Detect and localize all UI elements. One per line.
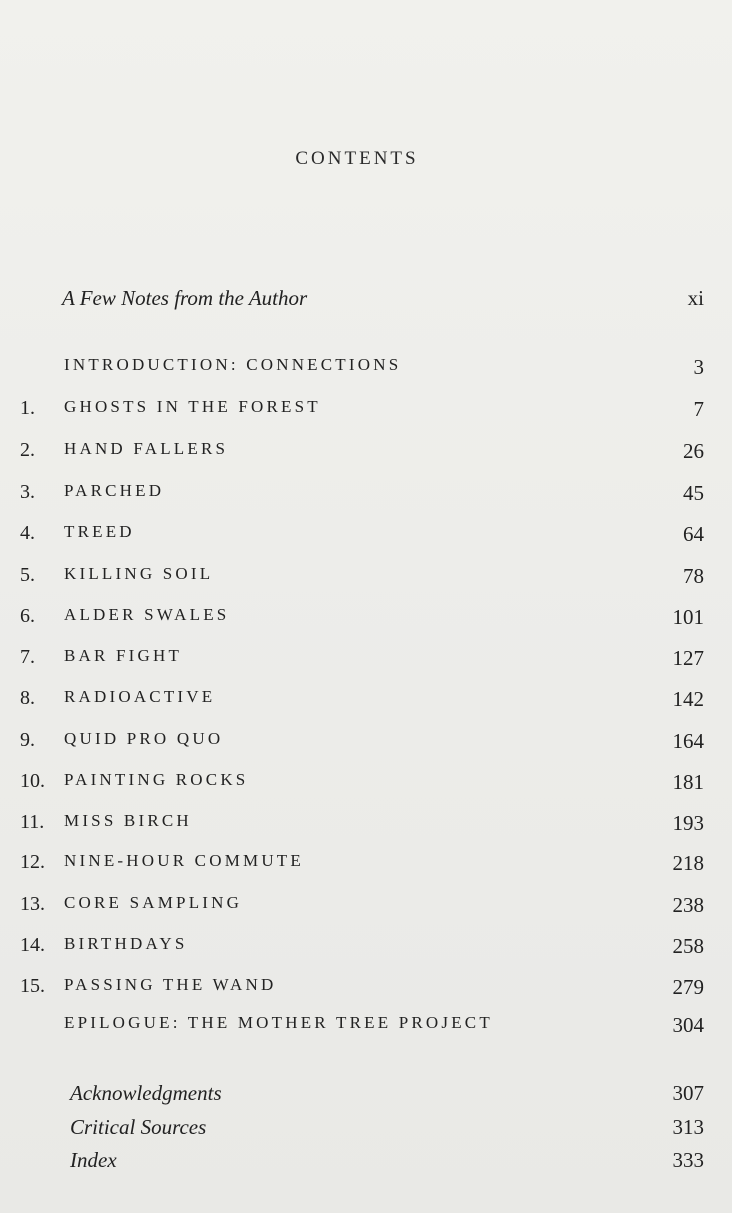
toc-entry-title: PASSING THE WAND (64, 975, 277, 994)
toc-entry-page: xi (687, 286, 704, 310)
toc-entry-introduction[interactable] (0, 355, 732, 381)
toc-entry-page: 78 (683, 564, 704, 588)
chapter-number: 14. (20, 934, 45, 956)
toc-entry-chapter[interactable] (0, 397, 732, 423)
toc-entry-page: 307 (672, 1081, 704, 1105)
chapter-number: 7. (20, 646, 35, 668)
toc-entry-chapter[interactable] (0, 729, 732, 755)
toc-entry-title: QUID PRO QUO (64, 729, 224, 748)
toc-entry-chapter[interactable] (0, 975, 732, 1001)
toc-entry-title: RADIOACTIVE (64, 687, 216, 706)
toc-entry-chapter[interactable] (0, 439, 732, 465)
chapter-number: 1. (20, 397, 35, 419)
toc-entry-page: 193 (672, 811, 704, 835)
toc-entry-title: PARCHED (64, 481, 165, 500)
toc-entry-chapter[interactable] (0, 522, 732, 548)
chapter-number: 8. (20, 687, 35, 709)
toc-entry-page: 3 (693, 355, 704, 379)
toc-entry-title: HAND FALLERS (64, 439, 229, 458)
toc-entry-title: Acknowledgments (70, 1081, 222, 1105)
toc-entry-title: CORE SAMPLING (64, 893, 243, 912)
toc-entry-chapter[interactable] (0, 481, 732, 507)
toc-entry-title: PAINTING ROCKS (64, 770, 249, 789)
toc-entry-page: 164 (672, 729, 704, 753)
toc-entry-title: NINE-HOUR COMMUTE (64, 851, 304, 870)
chapter-number: 3. (20, 481, 35, 503)
toc-entry-title: MISS BIRCH (64, 811, 192, 830)
chapter-number: 15. (20, 975, 45, 997)
toc-entry-page: 127 (672, 646, 704, 670)
chapter-number: 5. (20, 564, 35, 586)
toc-entry-title: Critical Sources (70, 1115, 207, 1139)
toc-entry-epilogue[interactable] (0, 1013, 732, 1039)
chapter-number: 4. (20, 522, 35, 544)
toc-entry-title: BAR FIGHT (64, 646, 183, 665)
toc-entry-page: 45 (683, 481, 704, 505)
toc-entry-chapter[interactable] (0, 605, 732, 631)
toc-entry-chapter[interactable] (0, 770, 732, 796)
toc-entry-page: 26 (683, 439, 704, 463)
toc-entry-page: 238 (672, 893, 704, 917)
toc-entry-title: INTRODUCTION: CONNECTIONS (64, 355, 402, 374)
toc-entry-title: GHOSTS IN THE FOREST (64, 397, 321, 416)
toc-entry-title: BIRTHDAYS (64, 934, 188, 953)
toc-entry-page: 101 (672, 605, 704, 629)
toc-entry-page: 304 (672, 1013, 704, 1037)
toc-entry-title: ALDER SWALES (64, 605, 230, 624)
chapter-number: 10. (20, 770, 45, 792)
chapter-number: 12. (20, 851, 45, 873)
toc-entry-page: 64 (683, 522, 704, 546)
toc-entry-page: 313 (672, 1115, 704, 1139)
toc-entry-chapter[interactable] (0, 893, 732, 919)
toc-entry-page: 181 (672, 770, 704, 794)
toc-entry-chapter[interactable] (0, 646, 732, 672)
toc-entry-back-matter[interactable] (0, 1115, 732, 1141)
toc-entry-front-matter[interactable] (0, 286, 732, 312)
chapter-number: 2. (20, 439, 35, 461)
toc-entry-page: 218 (672, 851, 704, 875)
chapter-number: 13. (20, 893, 45, 915)
chapter-number: 6. (20, 605, 35, 627)
chapter-number: 11. (20, 811, 45, 833)
toc-entry-chapter[interactable] (0, 687, 732, 713)
toc-entry-page: 7 (693, 397, 704, 421)
toc-entry-page: 258 (672, 934, 704, 958)
toc-entry-title: KILLING SOIL (64, 564, 214, 583)
toc-entry-chapter[interactable] (0, 811, 732, 837)
page-title: CONTENTS (295, 148, 419, 169)
toc-entry-page: 333 (672, 1148, 704, 1172)
toc-entry-back-matter[interactable] (0, 1081, 732, 1107)
toc-entry-chapter[interactable] (0, 564, 732, 590)
toc-entry-title: EPILOGUE: THE MOTHER TREE PROJECT (64, 1013, 493, 1032)
toc-entry-back-matter[interactable] (0, 1148, 732, 1174)
toc-entry-title: Index (70, 1148, 117, 1172)
toc-entry-page: 279 (672, 975, 704, 999)
toc-entry-title: A Few Notes from the Author (62, 286, 308, 310)
toc-entry-chapter[interactable] (0, 851, 732, 877)
toc-entry-title: TREED (64, 522, 135, 541)
toc-entry-chapter[interactable] (0, 934, 732, 960)
toc-entry-page: 142 (672, 687, 704, 711)
chapter-number: 9. (20, 729, 35, 751)
